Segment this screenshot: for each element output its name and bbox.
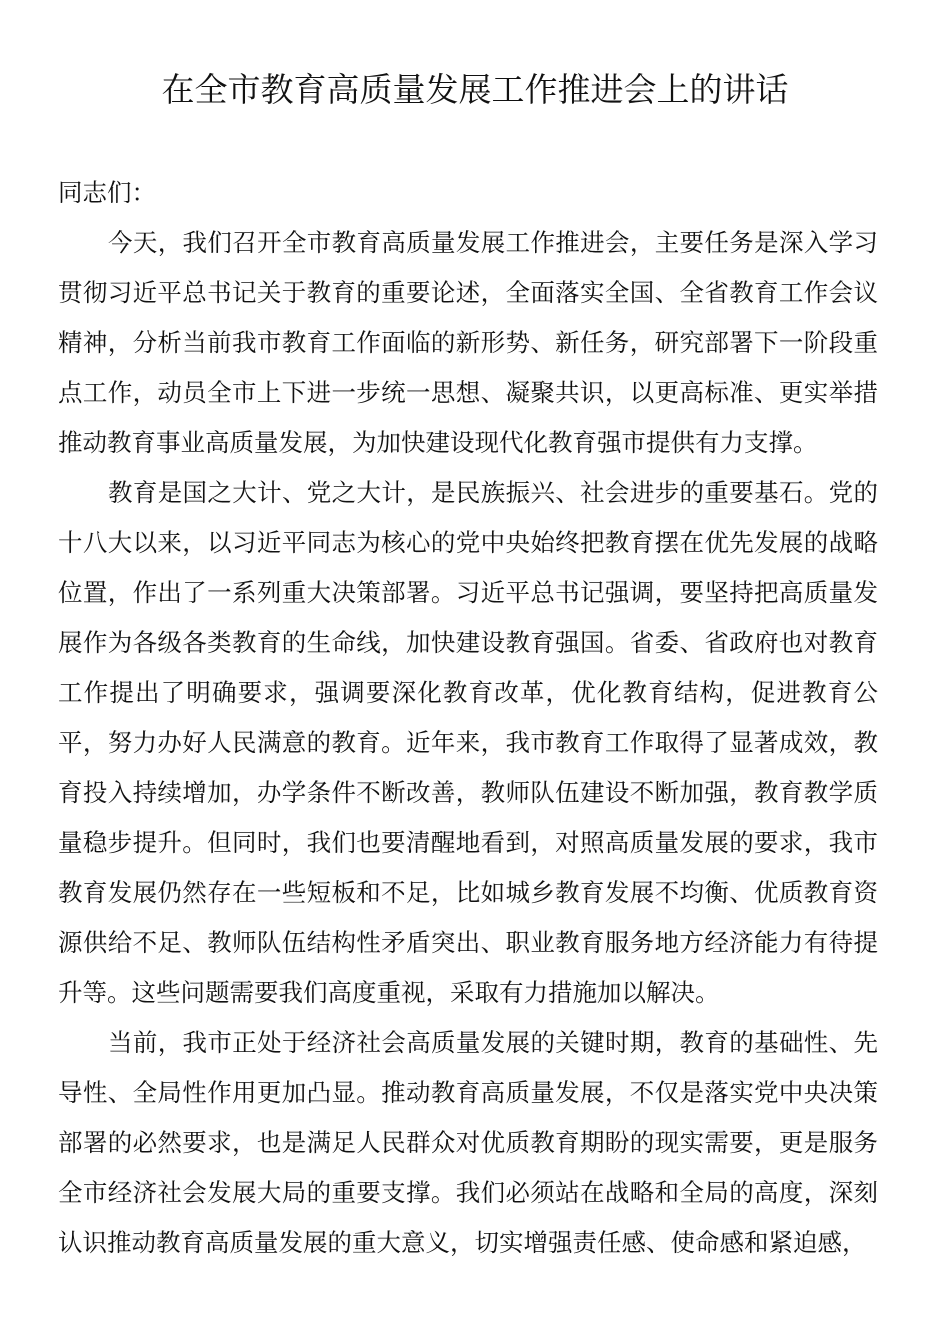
salutation: 同志们： (58, 178, 156, 207)
paragraph-1: 今天，我们召开全市教育高质量发展工作推进会，主要任务是深入学习贯彻习近平总书记关于教育的重要论述，全面落实全国、全省教育工作会议精神，分析当前我市教育工作面临的新形势、新任务，研究部署下一阶段重点工作，动员全市上下进一步统一思想、凝聚共识，以更高标准、更实举措推动教育事业高质量发展，为加快建设现代化教育强市提供有力支撑。 (58, 228, 878, 457)
document-title: 在全市教育高质量发展工作推进会上的讲话 (161, 70, 789, 109)
paragraph-2: 教育是国之大计、党之大计，是民族振兴、社会进步的重要基石。党的十八大以来，以习近平同志为核心的党中央始终把教育摆在优先发展的战略位置，作出了一系列重大决策部署。习近平总书记强调，要坚持把高质量发展作为各级各类教育的生命线，加快建设教育强国。省委、省政府也对教育工作提出了明确要求，强调要深化教育改革，优化教育结构，促进教育公平，努力办好人民满意的教育。近年来，我市教育工作取得了显著成效，教育投入持续增加，办学条件不断改善，教师队伍建设不断加强，教育教学质量稳步提升。但同时，我们也要清醒地看到，对照高质量发展的要求，我市教育发展仍然存在一些短板和不足，比如城乡教育发展不均衡、优质教育资源供给不足、教师队伍结构性矛盾突出、职业教育服务地方经济能力有待提升等。这些问题需要我们高度重视，采取有力措施加以解决。 (58, 478, 878, 1007)
paragraph-3: 当前，我市正处于经济社会高质量发展的关键时期，教育的基础性、先导性、全局性作用更加凸显。推动教育高质量发展，不仅是落实党中央决策部署的必然要求，也是满足人民群众对优质教育期盼的现实需要，更是服务全市经济社会发展大局的重要支撑。我们必须站在战略和全局的高度，深刻认识推动教育高质量发展的重大意义，切实增强责任感、使命感和紧迫感， (58, 1028, 878, 1257)
document-body (58, 168, 878, 1268)
